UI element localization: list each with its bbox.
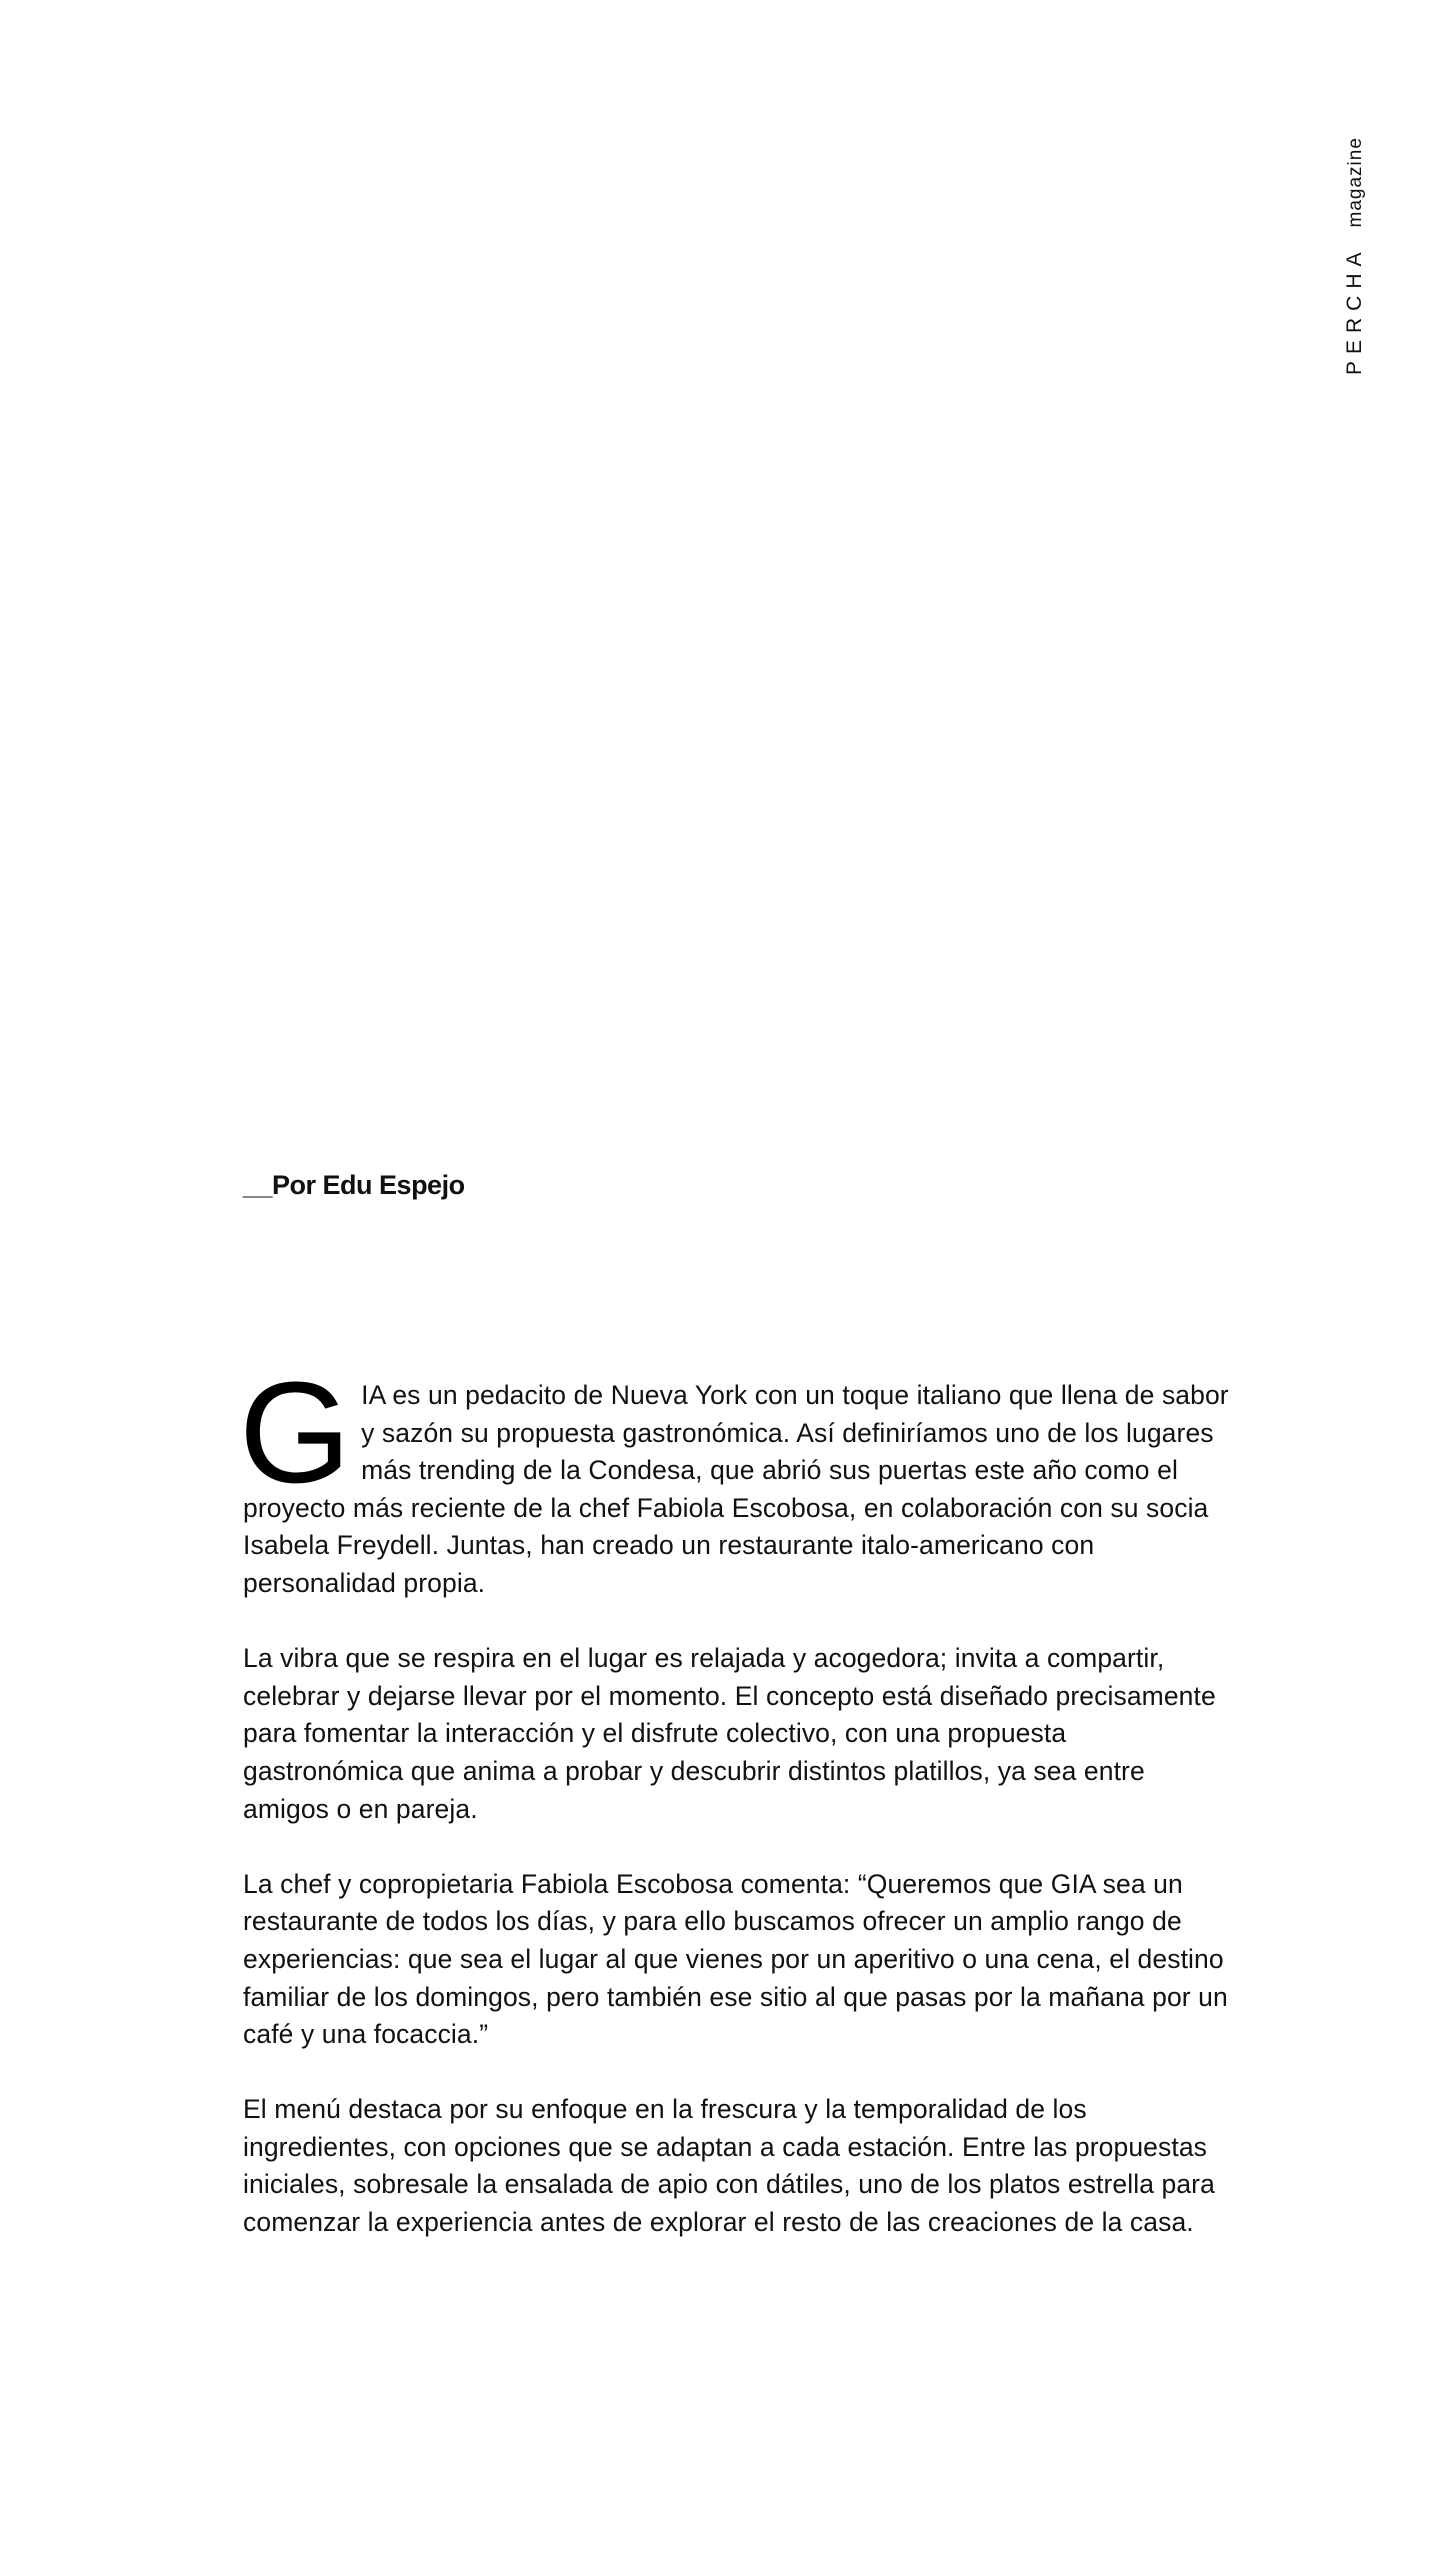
author-byline: __Por Edu Espejo (243, 1170, 465, 1200)
paragraph-text: IA es un pedacito de Nueva York con un toque italiano que llena de sabor y sazón su propuesta gastronómica. Así definiríamos uno de los lugares más trending de la Condesa, que abrió sus puertas este año como el proyecto más reciente de la chef Fabiola Escobosa, en colaboración con su socia Isabela Freydell. Juntas, han creado un restaurante italo-americano con personalidad propia. (243, 1380, 1229, 1598)
article-paragraph: El menú destaca por su enfoque en la frescura y la temporalidad de los ingredientes, con opciones que se adaptan a cada estación. Entre las propuestas iniciales, sobresale la ensalada de apio con dátiles, uno de los platos estrella para comenzar la experiencia antes de explorar el resto de las creaciones de la casa. (243, 2094, 1215, 2238)
article-paragraph-intro (239, 1352, 1233, 1603)
brand-logo[interactable] (1343, 137, 1367, 375)
article-paragraph: La vibra que se respira en el lugar es relajada y acogedora; invita a compartir, celebrar y dejarse llevar por el momento. El concepto está diseñado precisamente para fomentar la interacción y el disfrute colectivo, con una propuesta gastronómica que anima a probar y descubrir distintos platillos, ya sea entre amigos o en pareja. (243, 1643, 1216, 1824)
brand-subtitle: magazine (1345, 137, 1366, 228)
drop-cap: G (239, 1352, 352, 1513)
article-body (239, 1352, 1233, 2279)
brand-name: PERCHA (1343, 245, 1366, 375)
article-paragraph: La chef y copropietaria Fabiola Escobosa comenta: “Queremos que GIA sea un restaurante de todos los días, y para ello buscamos ofrecer un amplio rango de experiencias: que sea el lugar al que vienes por un aperitivo o una cena, el destino familiar de los domingos, pero también ese sitio al que pasas por la mañana por un café y una focaccia.” (243, 1868, 1228, 2050)
